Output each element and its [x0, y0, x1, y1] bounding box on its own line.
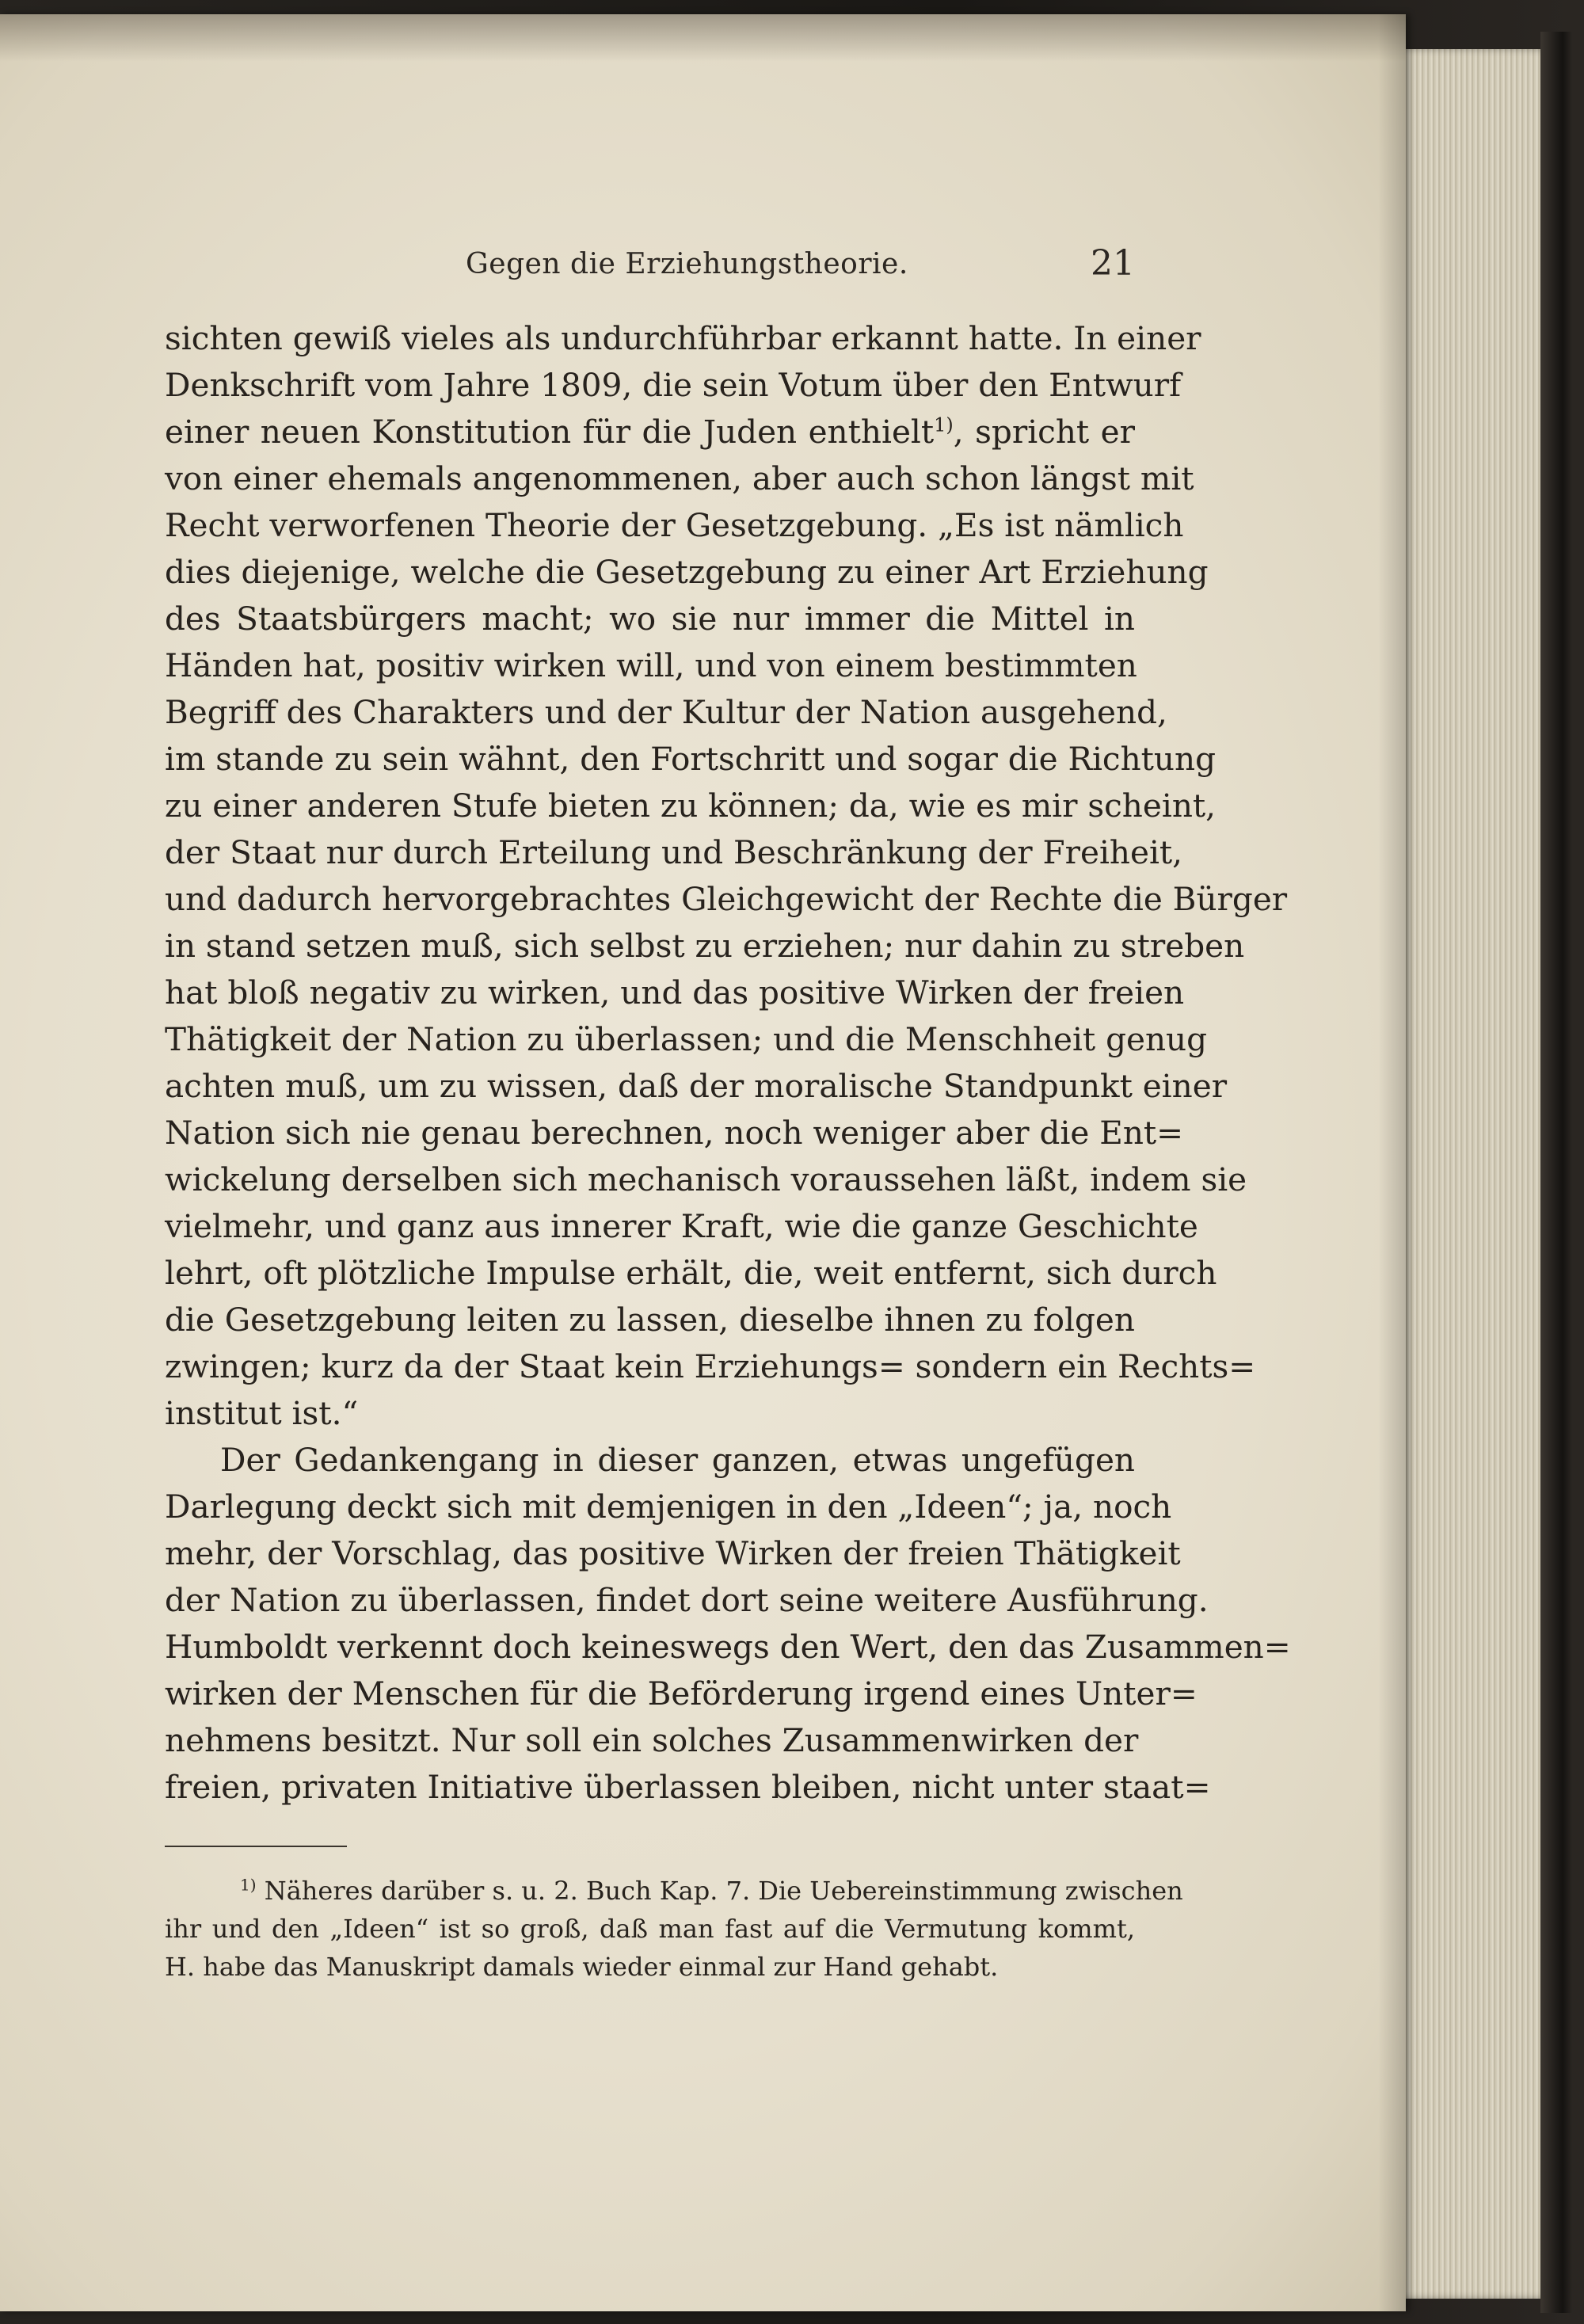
text-line: der Staat nur durch Erteilung und Beschränkung der Freiheit, — [165, 833, 1183, 871]
text-line: Denkschrift vom Jahre 1809, die sein Votum über den Entwurf — [165, 366, 1182, 404]
text-line: im stande zu sein wähnt, den Fortschritt und sogar die Richtung — [165, 740, 1217, 778]
text-line: einer neuen Konstitution für die Juden enthielt$^{1)}$, spricht er — [165, 413, 1135, 451]
footnote-line: $^{1)}$ Näheres darüber s. u. 2. Buch Kap. 7. Die Uebereinstimmung zwischen — [240, 1875, 1183, 1906]
footnote-reference[interactable]: 1) — [934, 413, 954, 436]
footnote-line: ihr und den „Ideen“ ist so groß, daß man fast auf die Vermutung kommt, — [165, 1914, 1135, 1944]
footnote-marker: 1) — [240, 1875, 257, 1895]
text-line: wickelung derselben sich mechanisch voraussehen läßt, indem sie — [165, 1160, 1247, 1198]
text-line: mehr, der Vorschlag, das positive Wirken der freien Thätigkeit — [165, 1534, 1181, 1572]
text-line: vielmehr, und ganz aus innerer Kraft, wie die ganze Geschichte — [165, 1207, 1198, 1245]
text-line: in stand setzen muß, sich selbst zu erziehen; nur dahin zu streben — [165, 927, 1245, 965]
text-line: zu einer anderen Stufe bieten zu können; da, wie es mir scheint, — [165, 787, 1217, 825]
running-head — [165, 243, 1135, 295]
footnote-divider — [165, 1846, 347, 1847]
text-line: nehmens besitzt. Nur soll ein solches Zusammenwirken der — [165, 1721, 1139, 1759]
text-line: Händen hat, positiv wirken will, und von einem bestimmten — [165, 646, 1137, 684]
text-line: die Gesetzgebung leiten zu lassen, dieselbe ihnen zu folgen — [165, 1301, 1135, 1339]
text-line: freien, privaten Initiative überlassen bleiben, nicht unter staat= — [165, 1768, 1211, 1806]
book-page — [0, 14, 1406, 2311]
text-line: institut ist.“ — [165, 1394, 359, 1432]
text-line: wirken der Menschen für die Beförderung irgend eines Unter= — [165, 1674, 1198, 1713]
text-line: der Nation zu überlassen, findet dort seine weitere Ausführung. — [165, 1581, 1209, 1619]
body-text — [165, 315, 1291, 1811]
page-number: 21 — [1091, 243, 1135, 284]
text-line: Nation sich nie genau berechnen, noch weniger aber die Ent= — [165, 1114, 1184, 1152]
text-line: Begriff des Charakters und der Kultur der Nation ausgehend, — [165, 693, 1167, 731]
footnotes — [165, 1872, 1183, 1986]
paragraph-start: Der Gedankengang in dieser ganzen, etwas ungefügen — [220, 1441, 1135, 1479]
running-title: Gegen die Erziehungstheorie. — [466, 248, 908, 280]
text-line: des Staatsbürgers macht; wo sie nur immer die Mittel in — [165, 600, 1135, 638]
text-line: sichten gewiß vieles als undurchführbar erkannt hatte. In einer — [165, 319, 1201, 357]
footnote-line: H. habe das Manuskript damals wieder einmal zur Hand gehabt. — [165, 1952, 999, 1982]
text-line: Recht verworfenen Theorie der Gesetzgebung. „Es ist nämlich — [165, 506, 1184, 544]
text-line: achten muß, um zu wissen, daß der moralische Standpunkt einer — [165, 1067, 1228, 1105]
text-line: von einer ehemals angenommenen, aber auch schon längst mit — [165, 459, 1194, 497]
text-line: Darlegung deckt sich mit demjenigen in den „Ideen“; ja, noch — [165, 1488, 1172, 1526]
text-line: dies diejenige, welche die Gesetzgebung zu einer Art Erziehung — [165, 553, 1209, 591]
text-line: lehrt, oft plötzliche Impulse erhält, die, weit entfernt, sich durch — [165, 1254, 1217, 1292]
text-line: hat bloß negativ zu wirken, und das positive Wirken der freien — [165, 973, 1185, 1012]
text-line: zwingen; kurz da der Staat kein Erziehungs= sondern ein Rechts= — [165, 1347, 1256, 1385]
text-line: Thätigkeit der Nation zu überlassen; und die Menschheit genug — [165, 1020, 1208, 1058]
book-cover-edge — [1540, 32, 1572, 2313]
text-line: und dadurch hervorgebrachtes Gleichgewicht der Rechte die Bürger — [165, 880, 1288, 918]
page-stack-edges — [1394, 49, 1555, 2299]
text-line: Humboldt verkennt doch keineswegs den Wert, den das Zusammen= — [165, 1628, 1291, 1666]
